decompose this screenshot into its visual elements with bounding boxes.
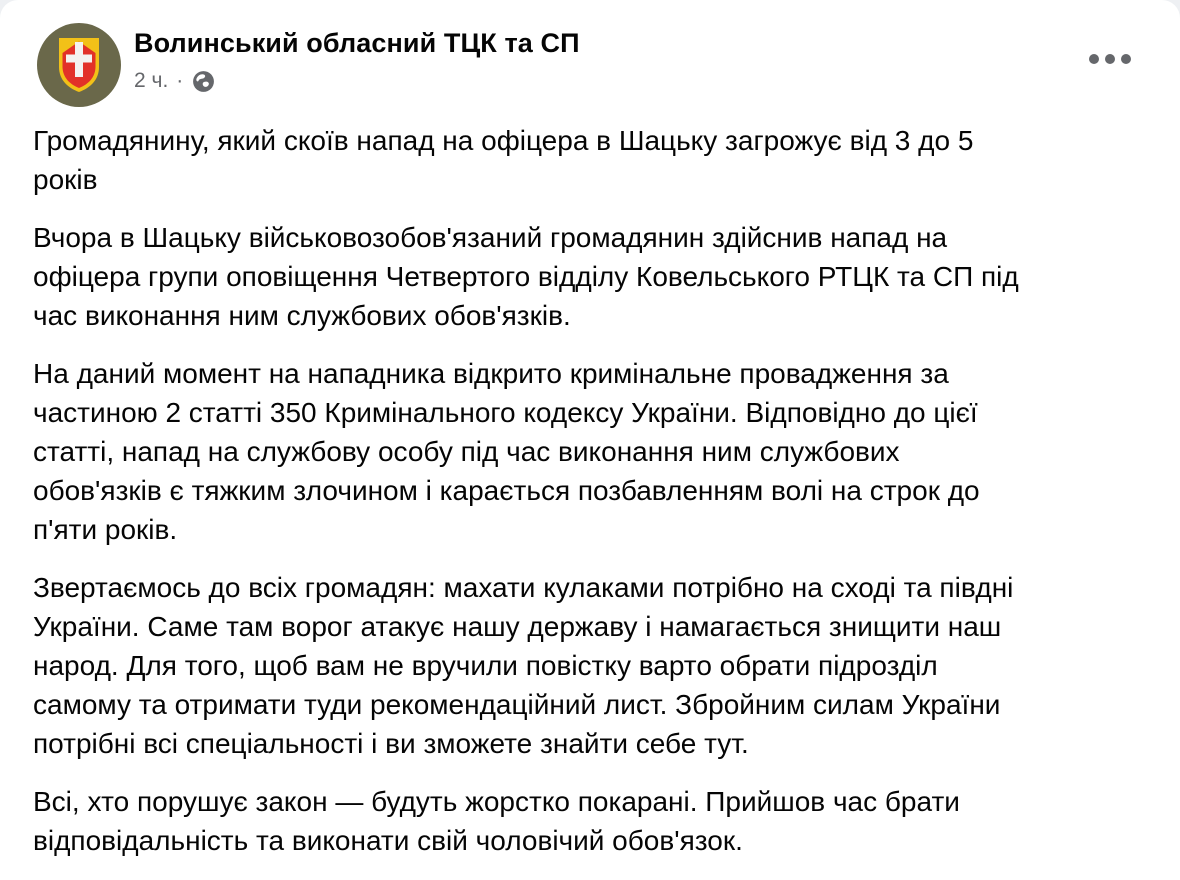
post-text-line: самому та отримати туди рекомендаційний лист. Збройним силам України [33, 689, 1001, 720]
meta-separator: · [176, 69, 184, 92]
ellipsis-menu-icon [1121, 54, 1131, 64]
post-header [0, 0, 1180, 107]
post-text-line: Вчора в Шацьку військовозобов'язаний громадянин здійснив напад на [33, 222, 948, 253]
ellipsis-menu-icon [1089, 54, 1099, 64]
post-paragraph [33, 354, 1152, 549]
ellipsis-menu-icon [1105, 54, 1115, 64]
post-options-button[interactable] [1085, 50, 1135, 68]
post-text-line: п'яти років. [33, 514, 178, 545]
timestamp-link[interactable]: 2 ч. [134, 69, 169, 92]
post-content [0, 107, 1180, 860]
page-name-link[interactable]: Волинський обласний ТЦК та СП [134, 28, 580, 58]
post-text-line: Звертаємось до всіх громадян: махати кулаками потрібно на сході та півдні [33, 572, 1014, 603]
post-text-line: час виконання ним службових обов'язків. [33, 300, 571, 331]
post-text-line: Всі, хто порушує закон — будуть жорстко покарані. Прийшов час брати [33, 786, 960, 817]
post-paragraph [33, 218, 1152, 335]
post-meta [134, 68, 580, 94]
post-text-line: обов'язків є тяжким злочином і карається позбавленням волі на строк до [33, 475, 980, 506]
post-text-line: офіцера групи оповіщення Четвертого відділу Ковельського РТЦК та СП під [33, 261, 1019, 292]
post-text-line: На даний момент на нападника відкрито кримінальне провадження за [33, 358, 949, 389]
globe-public-icon [191, 68, 216, 94]
volyn-tcc-shield-emblem [37, 23, 121, 107]
post-text-line: частиною 2 статті 350 Кримінального кодексу України. Відповідно до цієї [33, 397, 978, 428]
post-text-line: України. Саме там ворог атакує нашу державу і намагається знищити наш [33, 611, 1002, 642]
post-paragraph [33, 568, 1152, 763]
post-header-info [134, 23, 580, 94]
post-text-line: потрібні всі спеціальності і ви зможете знайти себе тут. [33, 728, 749, 759]
post-paragraph [33, 121, 1152, 199]
page-avatar[interactable] [37, 23, 121, 107]
post-text-line: Громадянину, який скоїв напад на офіцера в Шацьку загрожує від 3 до 5 [33, 125, 974, 156]
post-paragraph [33, 782, 1152, 860]
post-text-line: відповідальність та виконати свій чоловічий обов'язок. [33, 825, 743, 856]
post-text-line: статті, напад на службову особу під час виконання ним службових [33, 436, 900, 467]
post-text-line: народ. Для того, щоб вам не вручили повістку варто обрати підрозділ [33, 650, 938, 681]
post-text-line: років [33, 164, 98, 195]
